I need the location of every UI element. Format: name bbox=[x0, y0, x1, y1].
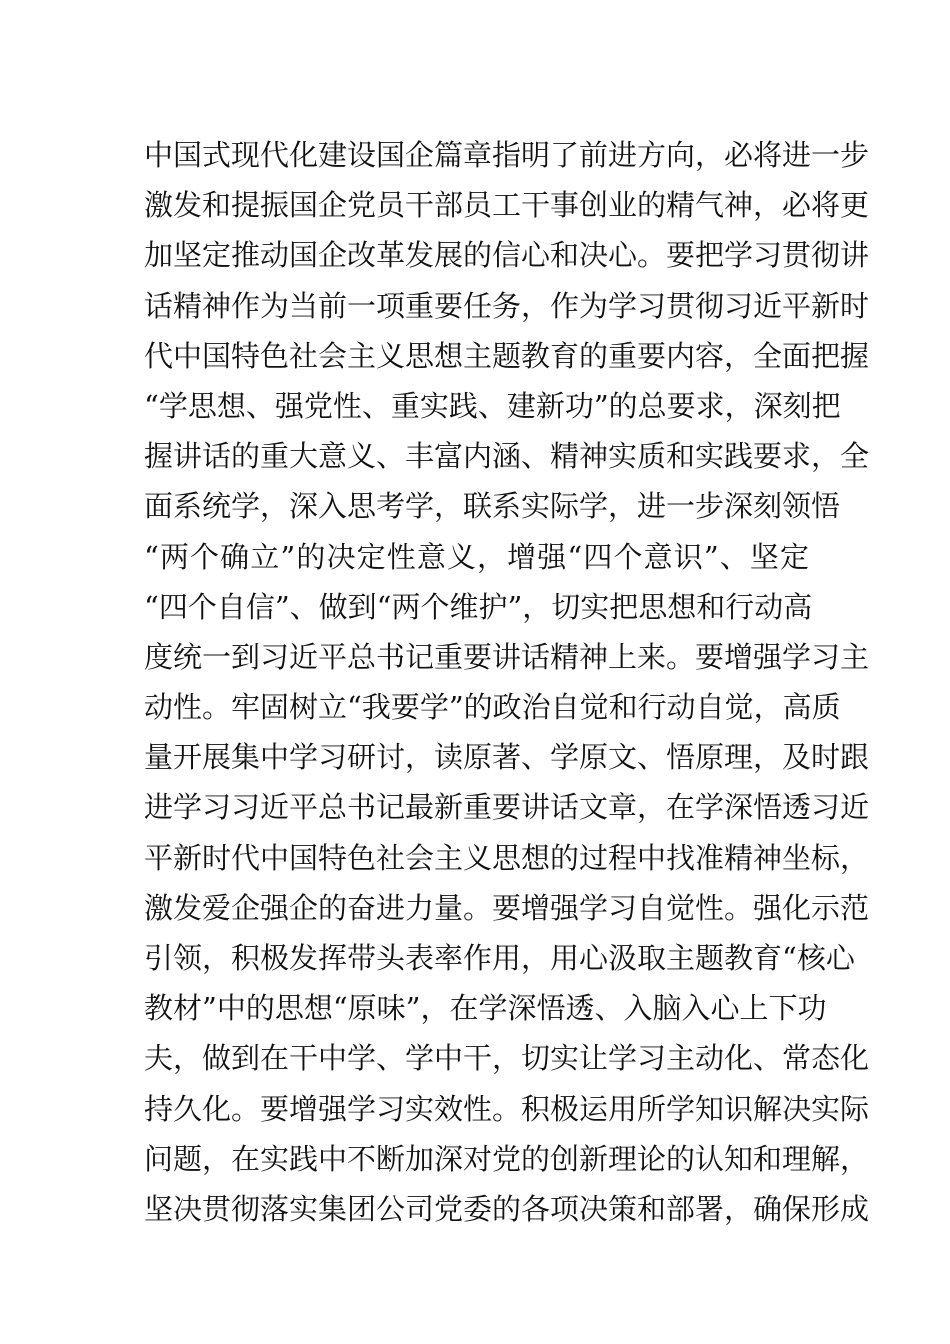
text-line-10: “四个自信”、做到“两个维护”，切实把思想和行动高 bbox=[144, 589, 813, 624]
text-line-17: 引领，积极发挥带头表率作用，用心汲取主题教育“核心 bbox=[144, 941, 855, 975]
text-line-15: 平新时代中国特色社会主义思想的过程中找准精神坐标， bbox=[144, 840, 870, 875]
text-line-22: 坚决贯彻落实集团公司党委的各项决策和部署，确保形成 bbox=[144, 1191, 870, 1226]
text-line-4: 话精神作为当前一项重要任务，作为学习贯彻习近平新时 bbox=[144, 288, 870, 323]
text-line-21: 问题，在实践中不断加深对党的创新理论的认知和理解， bbox=[144, 1141, 870, 1176]
text-line-18: 教材”中的思想“原味”，在学深悟透、入脑入心上下功 bbox=[144, 991, 827, 1026]
text-line-14: 进学习习近平总书记最新重要讲话文章，在学深悟透习近 bbox=[144, 790, 870, 825]
text-line-5: 代中国特色社会主义思想主题教育的重要内容，全面把握 bbox=[144, 338, 870, 373]
text-line-8: 面系统学，深入思考学，联系实际学，进一步深刻领悟 bbox=[144, 489, 841, 524]
text-line-16: 激发爱企强企的奋进力量。要增强学习自觉性。强化示范 bbox=[144, 890, 870, 925]
text-line-11: 度统一到习近平总书记重要讲话精神上来。要增强学习主 bbox=[144, 639, 870, 674]
text-line-2: 激发和提振国企党员干部员工干事创业的精气神，必将更 bbox=[144, 188, 870, 223]
text-line-6: “学思想、强党性、重实践、建新功”的总要求，深刻把 bbox=[144, 388, 841, 423]
body-paragraph bbox=[144, 130, 870, 1234]
text-line-1: 中国式现代化建设国企篇章指明了前进方向，必将进一步 bbox=[144, 138, 870, 172]
text-line-9: “两个确立”的决定性意义，增强“四个意识”、坚定 bbox=[144, 539, 809, 574]
text-line-19: 夫，做到在干中学、学中干，切实让学习主动化、常态化 bbox=[144, 1041, 870, 1076]
text-line-3: 加坚定推动国企改革发展的信心和决心。要把学习贯彻讲 bbox=[144, 238, 870, 273]
text-line-12: 动性。牢固树立“我要学”的政治自觉和行动自觉，高质 bbox=[144, 690, 841, 725]
text-line-13: 量开展集中学习研讨，读原著、学原文、悟原理，及时跟 bbox=[144, 740, 870, 775]
text-line-20: 持久化。要增强学习实效性。积极运用所学知识解决实际 bbox=[144, 1091, 870, 1126]
text-line-7: 握讲话的重大意义、丰富内涵、精神实质和实践要求，全 bbox=[144, 439, 870, 474]
